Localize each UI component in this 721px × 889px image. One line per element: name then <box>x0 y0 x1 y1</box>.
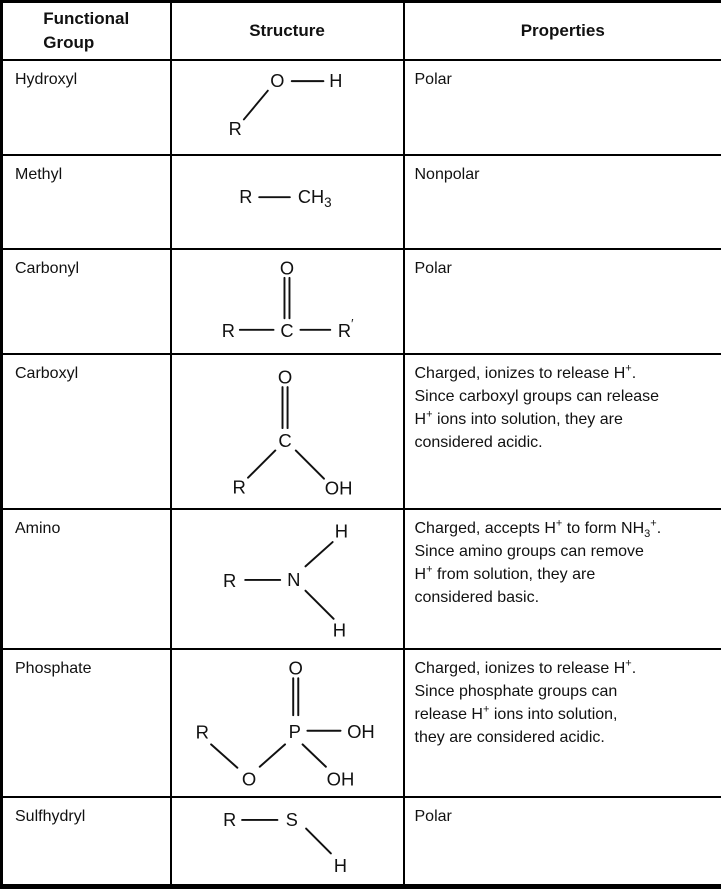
properties-line: Since carboxyl groups can release <box>415 385 716 408</box>
table-row-amino <box>2 509 721 649</box>
properties-line: Nonpolar <box>415 163 716 186</box>
properties-methyl <box>404 155 721 249</box>
atom-label-R: R <box>223 569 236 590</box>
atom-label-R: R <box>195 721 208 742</box>
structure-cell-methyl <box>171 155 404 249</box>
properties-line: Since amino groups can remove <box>415 540 716 563</box>
atom-label-R: R <box>228 119 241 139</box>
superscript: + <box>426 564 432 576</box>
atom-label-O: O <box>277 366 291 387</box>
atom-label-R: R <box>232 476 245 497</box>
properties-amino <box>404 509 721 649</box>
properties-line: release H+ ions into solution, <box>415 703 716 726</box>
superscript: + <box>556 518 562 530</box>
atom-label-O: O <box>279 257 293 278</box>
bond-line <box>305 542 332 566</box>
bond-line <box>305 591 333 619</box>
structure-drawing-amino <box>172 510 401 646</box>
structure-cell-carbonyl <box>171 249 404 354</box>
structure-cell-sulfhydryl <box>171 797 404 886</box>
atom-label-H-top: H <box>334 520 347 541</box>
table-row-sulfhydryl <box>2 797 721 886</box>
bond-line <box>211 744 237 767</box>
bond-line <box>302 744 325 766</box>
table-row-hydroxyl <box>2 60 721 155</box>
superscript: + <box>625 658 631 670</box>
atom-label-H-bottom: H <box>332 619 345 640</box>
table-row-phosphate <box>2 649 721 797</box>
atom-label-O: O <box>270 71 284 91</box>
superscript: + <box>625 363 631 375</box>
atom-label-P: P <box>288 720 300 741</box>
atom-label-R: R <box>223 810 236 830</box>
properties-sulfhydryl <box>404 797 721 886</box>
structure-cell-phosphate <box>171 649 404 797</box>
header-structure <box>171 2 404 61</box>
superscript: + <box>426 409 432 421</box>
bond-line <box>295 450 323 478</box>
header-properties <box>404 2 721 61</box>
structure-drawing-phosphate <box>172 650 401 794</box>
subscript: 3 <box>644 528 650 540</box>
structure-drawing-carbonyl <box>172 250 401 351</box>
atom-label-N: N <box>287 568 300 589</box>
group-name-sulfhydryl: Sulfhydryl <box>2 797 171 886</box>
structure-cell-hydroxyl <box>171 60 404 155</box>
bond-line <box>248 450 275 477</box>
superscript: + <box>483 704 489 716</box>
structure-cell-amino <box>171 509 404 649</box>
group-name-methyl: Methyl <box>2 155 171 249</box>
structure-drawing-carboxyl <box>172 355 401 506</box>
group-name-phosphate: Phosphate <box>2 649 171 797</box>
atom-label-O-bottom: O <box>241 768 255 789</box>
structure-cell-carboxyl <box>171 354 404 509</box>
properties-carboxyl <box>404 354 721 509</box>
bond-line <box>259 744 284 766</box>
table-row-carbonyl <box>2 249 721 354</box>
properties-line: Polar <box>415 257 716 280</box>
atom-label-S: S <box>285 810 297 830</box>
bond-line <box>243 91 267 120</box>
header-functional-group-label: Functional Group <box>43 7 129 55</box>
properties-line: Charged, ionizes to release H+. <box>415 362 716 385</box>
properties-hydroxyl <box>404 60 721 155</box>
bond-line <box>306 829 331 854</box>
header-row <box>2 2 721 61</box>
group-name-carbonyl: Carbonyl <box>2 249 171 354</box>
properties-line: Polar <box>415 805 716 828</box>
table-row-methyl <box>2 155 721 249</box>
header-structure-label: Structure <box>249 19 325 43</box>
header-properties-label: Properties <box>521 19 605 43</box>
header-functional-group <box>2 2 171 61</box>
properties-line: considered basic. <box>415 586 716 609</box>
structure-drawing-sulfhydryl <box>172 798 401 883</box>
table-row-carboxyl <box>2 354 721 509</box>
superscript: + <box>650 518 656 530</box>
properties-line: Polar <box>415 68 716 91</box>
group-name-hydroxyl: Hydroxyl <box>2 60 171 155</box>
properties-line: Charged, accepts H+ to form $NH_3^+$. <box>415 517 716 540</box>
atom-label-H: H <box>329 71 342 91</box>
properties-line: Since phosphate groups can <box>415 680 716 703</box>
properties-line: Charged, ionizes to release H+. <box>415 657 716 680</box>
structure-drawing-methyl <box>172 156 401 246</box>
atom-label-C: C <box>280 319 293 340</box>
structure-drawing-hydroxyl <box>172 61 401 152</box>
atom-label-O-top: O <box>288 657 302 678</box>
atom-label-H: H <box>333 856 346 876</box>
atom-label-CH3: $CH_3$ <box>297 187 331 209</box>
properties-line: considered acidic. <box>415 431 716 454</box>
atom-label-R: R <box>239 187 252 207</box>
properties-line: they are considered acidic. <box>415 726 716 749</box>
atom-label-R: R <box>221 319 234 340</box>
properties-carbonyl <box>404 249 721 354</box>
atom-label-OH-bottom: OH <box>326 768 354 789</box>
atom-label-R-prime: R′ <box>337 317 353 340</box>
group-name-amino: Amino <box>2 509 171 649</box>
atom-label-OH: OH <box>324 477 352 498</box>
atom-label-OH-right: OH <box>347 720 375 741</box>
atom-label-C: C <box>278 429 291 450</box>
group-name-carboxyl: Carboxyl <box>2 354 171 509</box>
properties-line: H+ from solution, they are <box>415 563 716 586</box>
properties-phosphate <box>404 649 721 797</box>
properties-line: H+ ions into solution, they are <box>415 408 716 431</box>
